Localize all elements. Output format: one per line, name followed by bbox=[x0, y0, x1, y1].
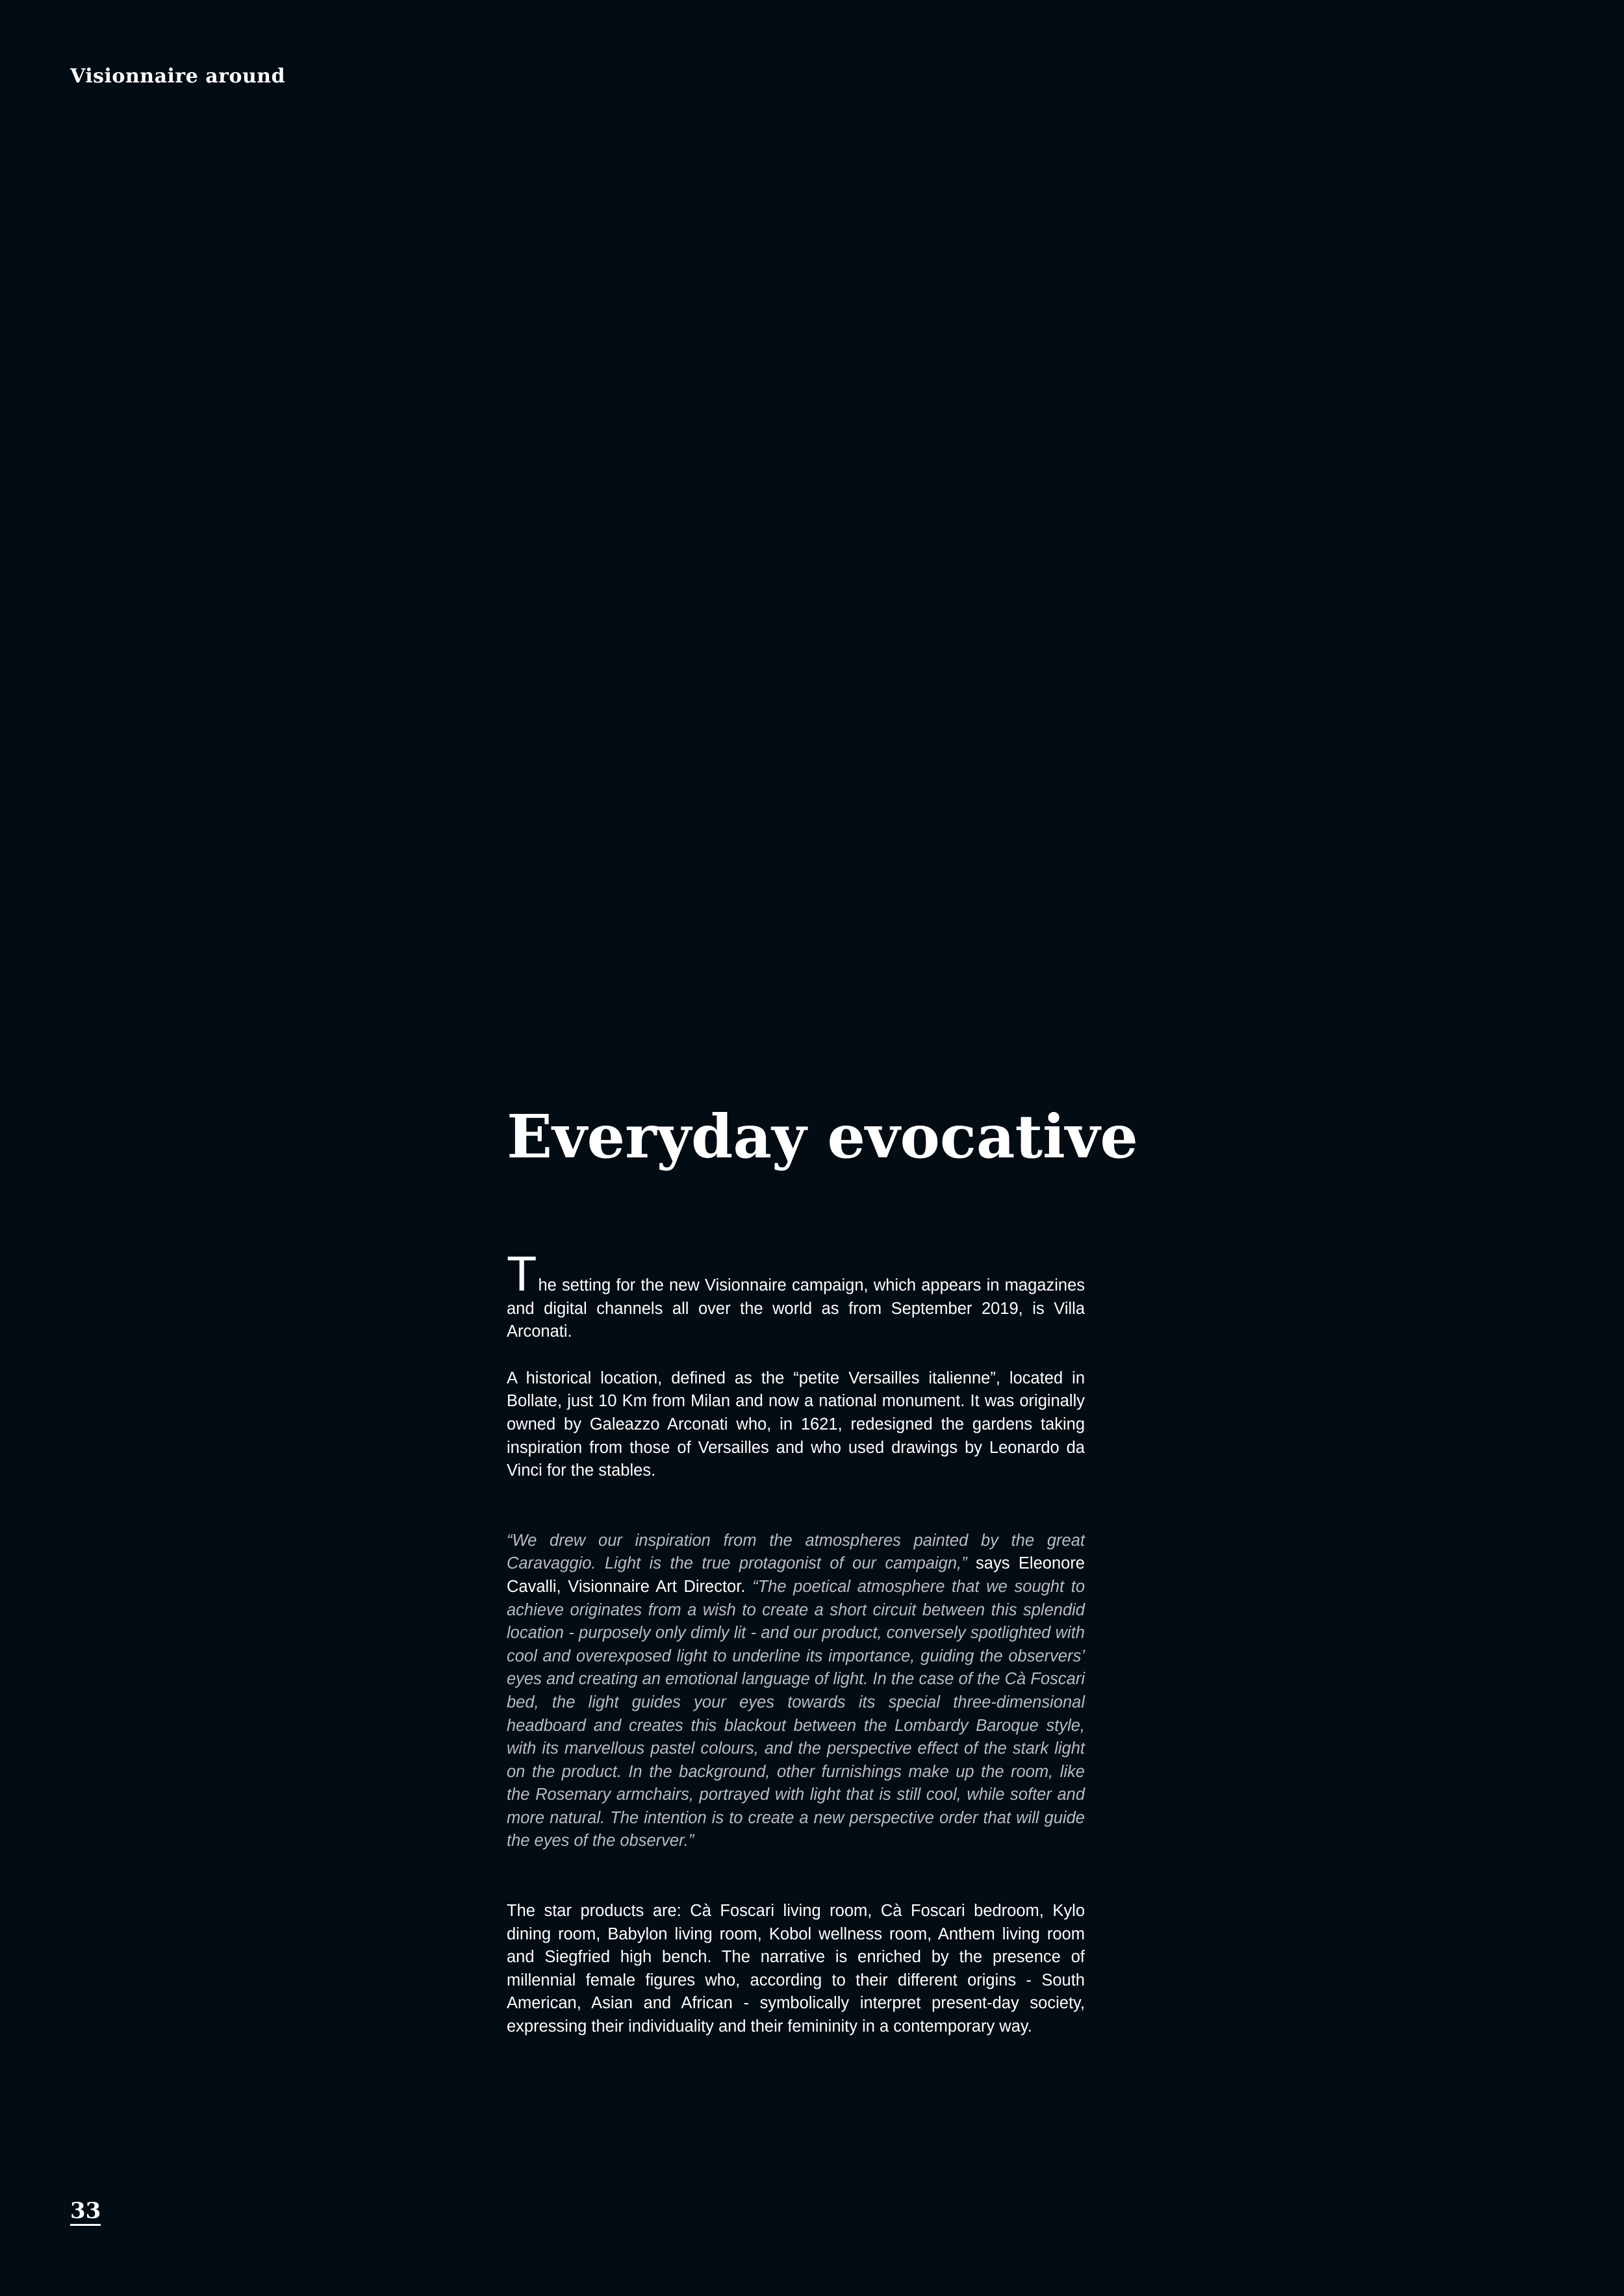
quote-part-1: “We drew our inspiration from the atmospheres painted by the great Caravaggio. Light is the true protagonist of our campaign,” bbox=[507, 1531, 1085, 1573]
article bbox=[507, 1098, 1138, 2039]
quote-attribution: says Eleonore Cavalli, Visionnaire Art Director. bbox=[507, 1554, 1085, 1596]
drop-cap: T bbox=[507, 1246, 537, 1302]
products-paragraph: The star products are: Cà Foscari living room, Cà Foscari bedroom, Kylo dining room, Babylon living room, Kobol wellness room, Anthem living room and Siegfried high bench. The narrative is enriched by the presence of millennial female figures who, according to their different origins - South American, Asian and African - symbolically interpret present-day society, expressing their individuality and their femininity in a contemporary way. bbox=[507, 1902, 1085, 2036]
article-title: Everyday evocative bbox=[507, 1102, 1138, 1172]
intro-paragraph bbox=[507, 1246, 1085, 1344]
page-number: 33 bbox=[70, 2199, 101, 2226]
quote-part-2: “The poetical atmosphere that we sought to achieve originates from a wish to create a short circuit between this splendid location - purposely only dimly lit - and our product, conversely spotlighted with cool and overexposed light to underline its importance, guiding the observers’ eyes and creating an emotional language of light. In the case of the Cà Foscari bed, the light guides your eyes towards its special three-dimensional headboard and creates this blackout between the Lombardy Baroque style, with its marvellous pastel colours, and the perspective effect of the stark light on the product. In the background, other furnishings make up the room, like the Rosemary armchairs, portrayed with light that is still cool, while softer and more natural. The intention is to create a new perspective order that will guide the eyes of the observer.” bbox=[507, 1577, 1085, 1850]
history-paragraph: A historical location, defined as the “petite Versailles italienne”, located in Bollate, just 10 Km from Milan and now a national monument. It was originally owned by Galeazzo Arconati who, in 1621, redesigned the gardens taking inspiration from those of Versailles and who used drawings by Leonardo da Vinci for the stables. bbox=[507, 1369, 1085, 1480]
intro-paragraph-text: he setting for the new Visionnaire campaign, which appears in magazines and digital channels all over the world as from September 2019, is Villa Arconati. bbox=[507, 1276, 1085, 1341]
quote-paragraph bbox=[507, 1530, 1085, 1853]
running-head: Visionnaire around bbox=[70, 65, 286, 88]
